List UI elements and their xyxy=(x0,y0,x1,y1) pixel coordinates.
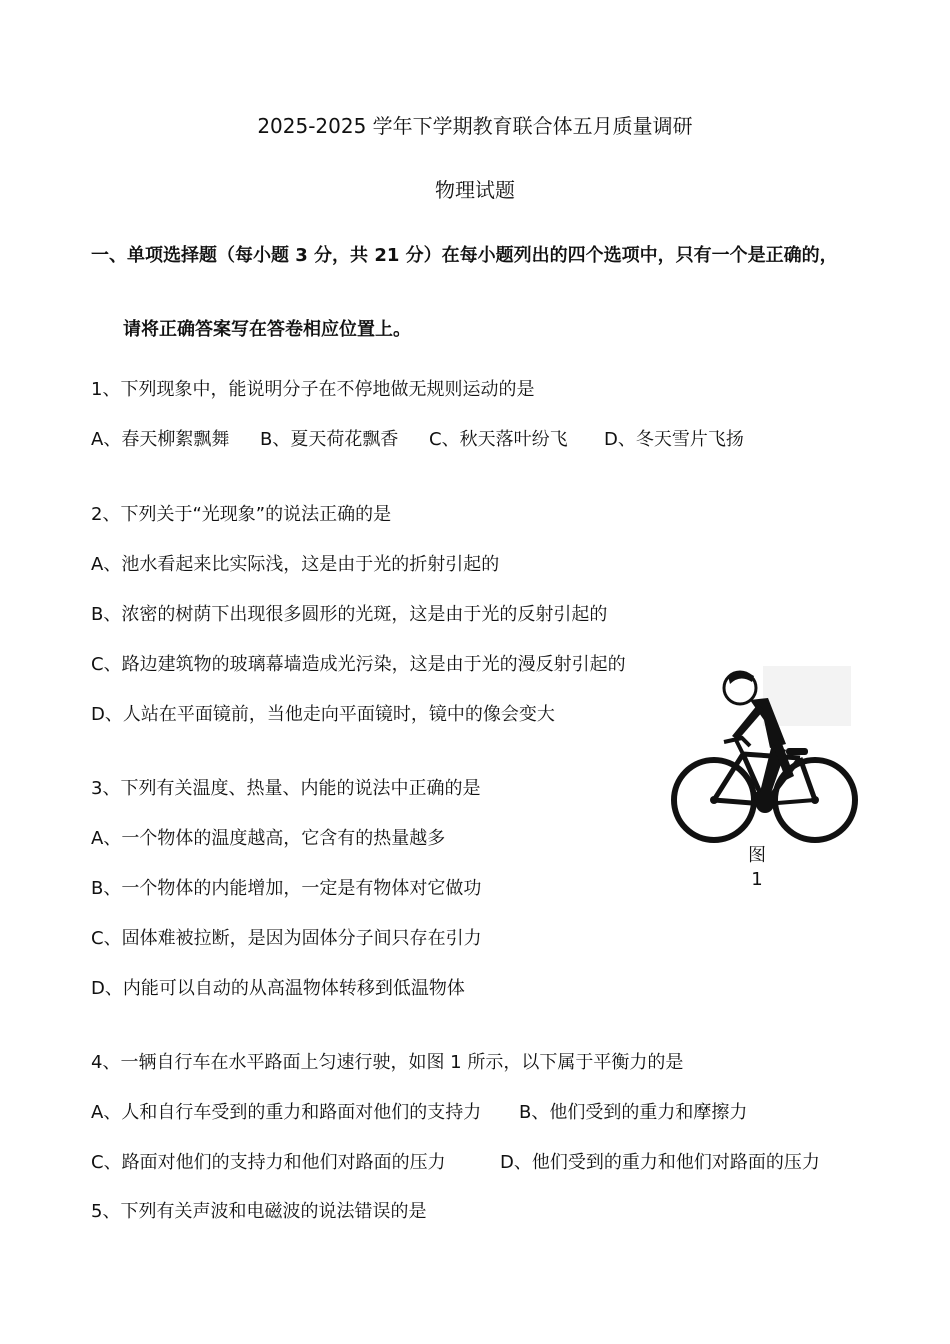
question-3-stem: 3、下列有关温度、热量、内能的说法中正确的是 xyxy=(91,778,481,799)
cyclist-icon xyxy=(668,658,858,848)
exam-subtitle: 物理试题 xyxy=(435,178,515,202)
question-2-stem: 2、下列关于“光现象”的说法正确的是 xyxy=(91,504,392,525)
question-1-option-b: B、夏天荷花飘香 xyxy=(260,429,399,450)
question-1-option-c: C、秋天落叶纷飞 xyxy=(429,429,568,450)
question-2-option-a: A、池水看起来比实际浅，这是由于光的折射引起的 xyxy=(91,554,500,575)
section-heading-line2: 请将正确答案写在答卷相应位置上。 xyxy=(123,319,411,340)
question-4-option-d: D、他们受到的重力和他们对路面的压力 xyxy=(500,1152,820,1173)
exam-title: 2025-2025 学年下学期教育联合体五月质量调研 xyxy=(257,114,693,138)
section-heading-line1: 一、单项选择题（每小题 3 分，共 21 分）在每小题列出的四个选项中，只有一个是正确的， xyxy=(91,245,838,266)
question-2-option-c: C、路边建筑物的玻璃幕墙造成光污染，这是由于光的漫反射引起的 xyxy=(91,654,626,675)
question-1-stem: 1、下列现象中，能说明分子在不停地做无规则运动的是 xyxy=(91,379,535,400)
question-3-option-c: C、固体难被拉断，是因为固体分子间只存在引力 xyxy=(91,928,482,949)
question-1-option-a: A、春天柳絮飘舞 xyxy=(91,429,230,450)
question-3-option-b: B、一个物体的内能增加，一定是有物体对它做功 xyxy=(91,878,482,899)
question-1-option-d: D、冬天雪片飞扬 xyxy=(604,429,744,450)
figure-1-caption-line2: 1 xyxy=(751,869,763,890)
question-3-option-d: D、内能可以自动的从高温物体转移到低温物体 xyxy=(91,978,465,999)
question-4-stem: 4、一辆自行车在水平路面上匀速行驶，如图 1 所示，以下属于平衡力的是 xyxy=(91,1052,684,1073)
question-5-stem: 5、下列有关声波和电磁波的说法错误的是 xyxy=(91,1201,427,1222)
question-4-option-b: B、他们受到的重力和摩擦力 xyxy=(519,1102,748,1123)
question-4-option-c: C、路面对他们的支持力和他们对路面的压力 xyxy=(91,1152,446,1173)
question-2-option-b: B、浓密的树荫下出现很多圆形的光斑，这是由于光的反射引起的 xyxy=(91,604,608,625)
question-4-option-a: A、人和自行车受到的重力和路面对他们的支持力 xyxy=(91,1102,482,1123)
question-2-option-d: D、人站在平面镜前，当他走向平面镜时，镜中的像会变大 xyxy=(91,704,555,725)
figure-1-caption-line1: 图 xyxy=(748,845,766,866)
question-3-option-a: A、一个物体的温度越高，它含有的热量越多 xyxy=(91,828,446,849)
